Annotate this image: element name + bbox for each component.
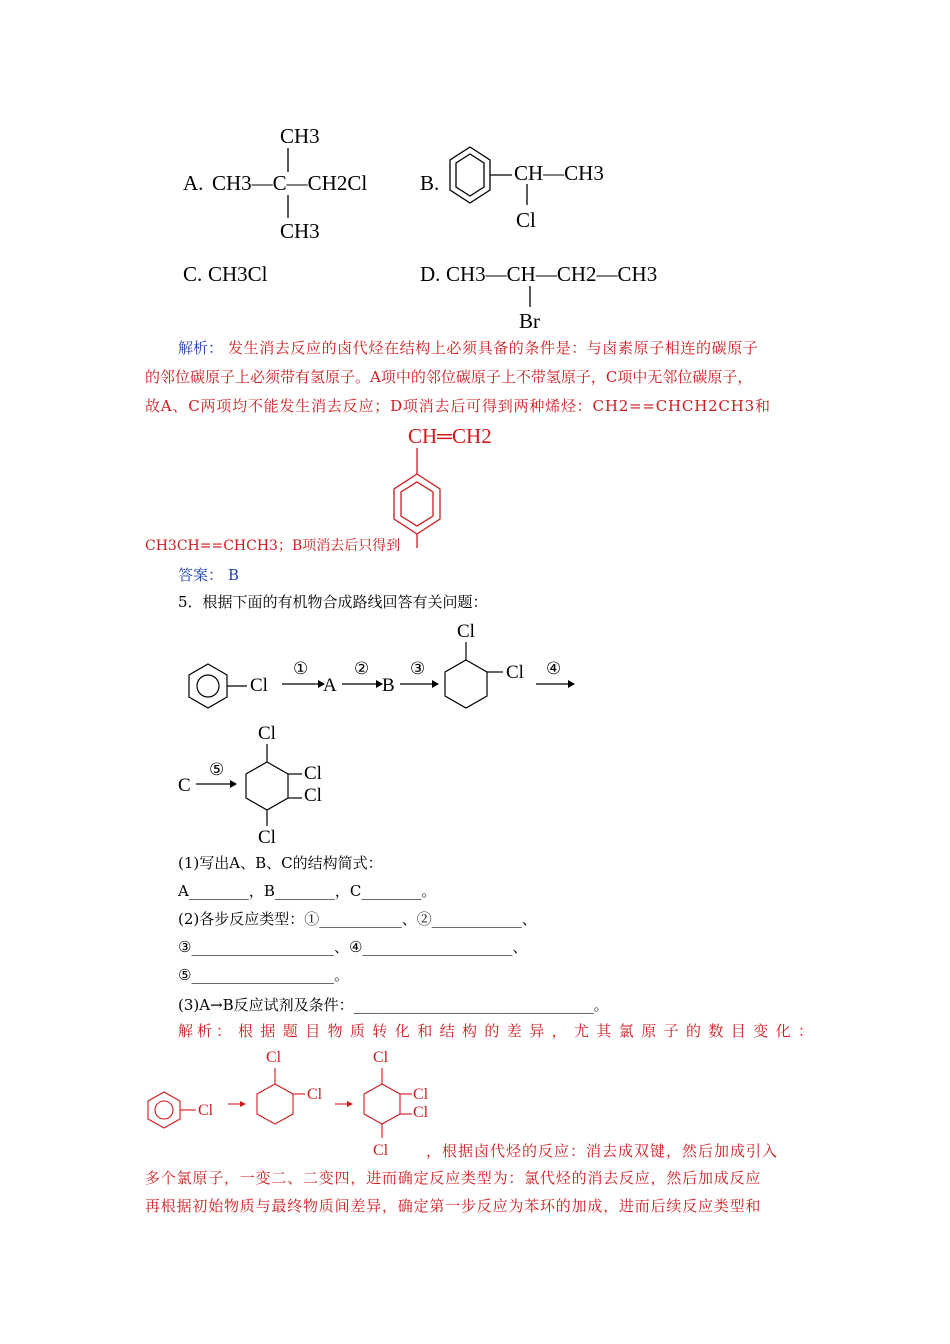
question5-stem: 5．根据下面的有机物合成路线回答有关问题： (178, 593, 488, 611)
scheme-cl-6: Cl (413, 1104, 429, 1121)
route-cl-2: Cl (457, 621, 475, 642)
step-5-label: ⑤ (209, 760, 225, 779)
option-b-chain: CH—CH3 (514, 161, 604, 185)
question5-part1: (1)写出A、B、C的结构简式： (178, 854, 383, 872)
product-cl-top: Cl (258, 723, 276, 744)
option-b-label: B. (420, 171, 440, 195)
scheme-cl-4: Cl (373, 1049, 389, 1066)
step-3-label: ③ (410, 659, 426, 678)
route-cl-1: Cl (250, 675, 268, 696)
intermediate-b: B (382, 675, 395, 696)
analysis2-line2: ，根据卤代烃的反应：消去成双键，然后加成引入 (426, 1142, 779, 1160)
intermediate-c: C (178, 775, 191, 796)
answer-value: B (228, 566, 240, 584)
scheme-cl-2: Cl (266, 1049, 282, 1066)
option-d-formula: CH3—CH—CH2—CH3 (446, 262, 658, 286)
step-2-label: ② (354, 659, 370, 678)
option-c-label: C. (183, 262, 203, 286)
option-a-label: A. (183, 171, 204, 195)
analysis1-label: 解析： (178, 339, 224, 357)
route-cl-3: Cl (506, 662, 524, 683)
option-b-cl: Cl (516, 208, 536, 232)
question5-part1-blanks[interactable]: A________，B________，C________。 (178, 882, 437, 900)
option-a-formula: CH3—C—CH2Cl (212, 171, 368, 195)
question5-part2-line1[interactable]: (2)各步反应类型：①___________、②____________、 (178, 910, 537, 928)
scheme-cl-3: Cl (307, 1086, 323, 1103)
question5-part2-line2[interactable]: ③___________________、④____________________、 (178, 938, 528, 956)
option-d-br: Br (519, 309, 540, 333)
option-c-formula: CH3Cl (208, 262, 268, 286)
analysis1-line1: 发生消去反应的卤代烃在结构上必须具备的条件是：与卤素原子相连的碳原子 (228, 339, 759, 357)
styrene-vinyl: CH═CH2 (408, 424, 492, 448)
answer-label: 答案： (178, 566, 224, 584)
analysis1-line2: 的邻位碳原子上必须带有氢原子。A项中的邻位碳原子上不带氢原子，C项中无邻位碳原子， (145, 368, 753, 386)
question5-part2-line3[interactable]: ⑤___________________。 (178, 966, 349, 984)
step-1-label: ① (293, 659, 309, 678)
product-cl-right-2: Cl (304, 785, 322, 806)
analysis2-label: 解析： (178, 1022, 236, 1040)
step-4-label: ④ (546, 659, 562, 678)
scheme-cl-1: Cl (198, 1102, 214, 1119)
question5-part3[interactable]: (3)A→B反应试剂及条件：________________________________。 (178, 996, 609, 1014)
product-cl-right-1: Cl (304, 763, 322, 784)
option-a-top-ch3: CH3 (280, 124, 320, 148)
product-cl-bottom: Cl (258, 827, 276, 848)
intermediate-a: A (323, 675, 337, 696)
analysis2-line1: 根据题目物质转化和结构的差异，尤其氯原子的数目变化： (238, 1022, 821, 1040)
option-d-label: D. (420, 262, 441, 286)
scheme-cl-7: Cl (373, 1142, 389, 1159)
scheme-cl-5: Cl (413, 1086, 429, 1103)
analysis1-line4: CH3CH==CHCH3；B项消去后只得到 (145, 538, 401, 554)
analysis2-line3: 多个氯原子，一变二、二变四，进而确定反应类型为：氯代烃的消去反应，然后加成反应 (145, 1169, 762, 1187)
analysis1-line3: 故A、C两项均不能发生消去反应；D项消去后可得到两种烯烃：CH2==CHCH2CH3和 (145, 397, 771, 415)
option-a-bottom-ch3: CH3 (280, 219, 320, 243)
analysis2-line4: 再根据初始物质与最终物质间差异，确定第一步反应为苯环的加成，进而后续反应类型和 (145, 1197, 762, 1215)
